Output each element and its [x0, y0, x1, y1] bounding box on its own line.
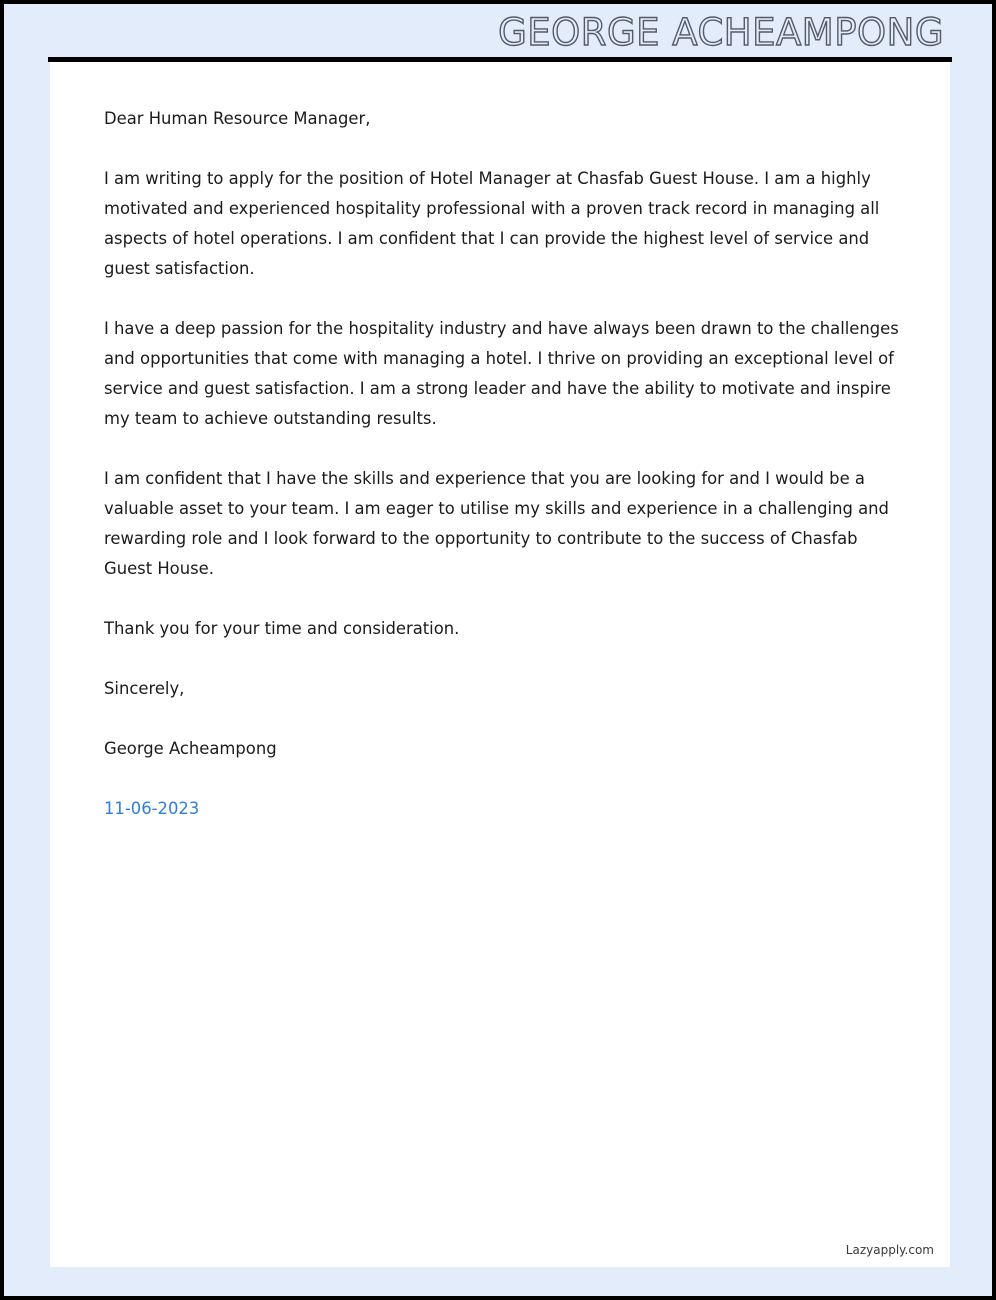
- closing-line: Sincerely,: [104, 679, 185, 698]
- cover-letter-body: [104, 104, 904, 824]
- paragraph-1: I am writing to apply for the position of Hotel Manager at Chasfab Guest House. I am a highly motivated and experienced hospitality professional with a proven track record in managing all aspects of hotel operations. I am confident that I can provide the highest level of service and guest satisfaction.: [104, 169, 880, 278]
- signature-name: George Acheampong: [104, 739, 277, 758]
- watermark-label: Lazyapply.com: [845, 1243, 934, 1257]
- document-header: [4, 4, 992, 60]
- letter-date: 11-06-2023: [104, 799, 200, 818]
- letter-sheet: [50, 62, 950, 1267]
- page-title: GEORGE ACHEAMPONG: [498, 10, 944, 54]
- paragraph-3: I am confident that I have the skills and experience that you are looking for and I would be a valuable asset to your team. I am eager to utilise my skills and experience in a challenging and rewarding role and I look forward to the opportunity to contribute to the success of Chasfab Guest House.: [104, 469, 889, 578]
- paragraph-2: I have a deep passion for the hospitality industry and have always been drawn to the challenges and opportunities that come with managing a hotel. I thrive on providing an exceptional level of service and guest satisfaction. I am a strong leader and have the ability to motivate and inspire my team to achieve outstanding results.: [104, 319, 899, 428]
- thanks-line: Thank you for your time and consideration.: [104, 619, 460, 638]
- salutation: Dear Human Resource Manager,: [104, 109, 371, 128]
